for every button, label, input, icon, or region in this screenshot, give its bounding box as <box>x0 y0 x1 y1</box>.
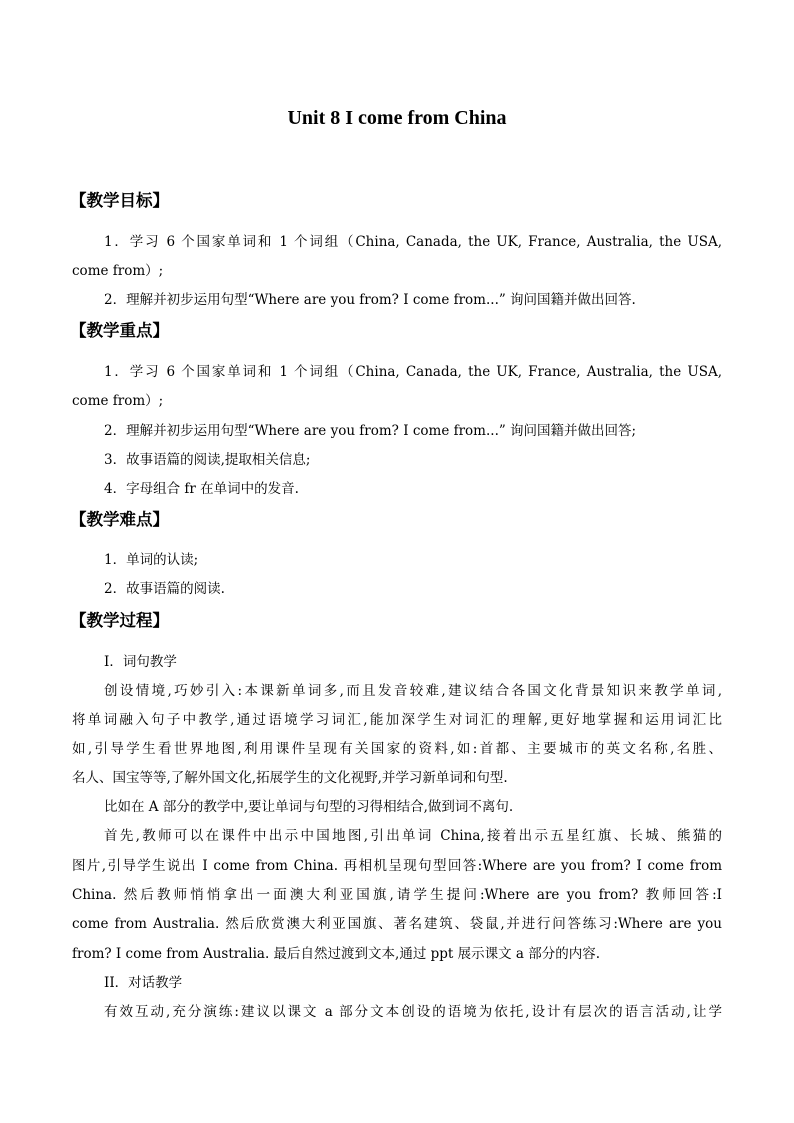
document-title: Unit 8 I come from China <box>287 107 507 129</box>
process-paragraph-1-line-2: 将单词融入句子中教学,通过语境学习词汇,能加深学生对词汇的理解,更好地掌握和运用词汇比 <box>72 712 722 728</box>
key-points-item-2: 2．理解并初步运用句型“Where are you from? I come from...” 询问国籍并做出回答; <box>104 423 637 439</box>
section-heading-key-points: 【教学重点】 <box>70 321 169 340</box>
section-heading-process: 【教学过程】 <box>70 611 169 630</box>
difficulties-item-2: 2．故事语篇的阅读. <box>104 581 225 597</box>
process-paragraph-3-line-5: from? I come from Australia. 最后自然过渡到文本,通过 ppt 展示课文 a 部分的内容. <box>72 946 601 962</box>
key-points-item-3: 3．故事语篇的阅读,提取相关信息; <box>104 452 311 468</box>
process-paragraph-1-line-4: 名人、国宝等等,了解外国文化,拓展学生的文化视野,并学习新单词和句型. <box>72 770 508 786</box>
section-heading-difficulties: 【教学难点】 <box>70 510 169 529</box>
process-paragraph-1-line-1: 创设情境,巧妙引入:本课新单词多,而且发音较难,建议结合各国文化背景知识来教学单词, <box>104 683 722 699</box>
process-paragraph-2: 比如在 A 部分的教学中,要让单词与句型的习得相结合,做到词不离句. <box>104 799 514 815</box>
process-paragraph-3-line-3: China. 然后教师悄悄拿出一面澳大利亚国旗,请学生提问:Where are you from? 教师回答:I <box>72 887 722 903</box>
objectives-item-1-line-1: 1．学习 6 个国家单词和 1 个词组（China, Canada, the UK, France, Australia, the USA, <box>104 234 722 250</box>
process-paragraph-3-line-1: 首先,教师可以在课件中出示中国地图,引出单词 China,接着出示五星红旗、长城、熊猫的 <box>104 828 722 844</box>
process-paragraph-4-line-1: 有效互动,充分演练:建议以课文 a 部分文本创设的语境为依托,设计有层次的语言活动,让学 <box>104 1004 722 1020</box>
difficulties-item-1: 1．单词的认读; <box>104 552 199 568</box>
objectives-item-2: 2．理解并初步运用句型“Where are you from? I come from...” 询问国籍并做出回答. <box>104 292 636 308</box>
process-subheading-2: II．对话教学 <box>104 975 183 991</box>
key-points-item-1-line-2: come from）; <box>72 393 164 409</box>
key-points-item-1-line-1: 1．学习 6 个国家单词和 1 个词组（China, Canada, the UK, France, Australia, the USA, <box>104 364 722 380</box>
process-paragraph-3-line-4: come from Australia. 然后欣赏澳大利亚国旗、著名建筑、袋鼠,并进行问答练习:Where are you <box>72 916 722 932</box>
section-heading-objectives: 【教学目标】 <box>70 191 169 210</box>
key-points-item-4: 4．字母组合 fr 在单词中的发音. <box>104 481 299 497</box>
process-paragraph-1-line-3: 如,引导学生看世界地图,利用课件呈现有关国家的资料,如:首都、主要城市的英文名称,名胜、 <box>72 741 722 757</box>
process-paragraph-3-line-2: 图片,引导学生说出 I come from China. 再相机呈现句型回答:Where are you from? I come from <box>72 858 722 874</box>
process-subheading-1: I．词句教学 <box>104 654 177 670</box>
objectives-item-1-line-2: come from）; <box>72 263 164 279</box>
